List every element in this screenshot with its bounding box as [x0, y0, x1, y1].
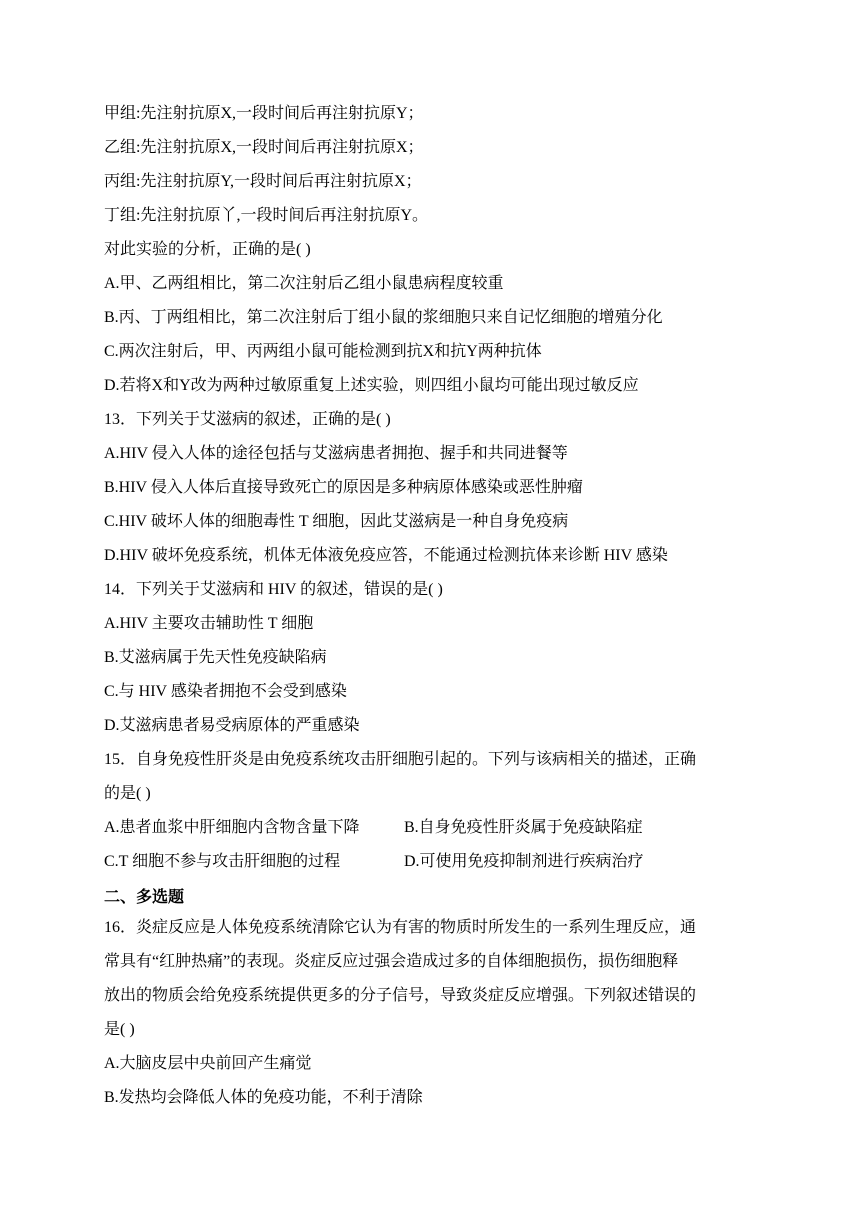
- document-page: [104, 97, 754, 1115]
- question-13-stem: 13．下列关于艾滋病的叙述，正确的是( ): [104, 411, 391, 428]
- question-14-option-a: A.HIV 主要攻击辅助性 T 细胞: [104, 615, 314, 632]
- question-12-option-d: D.若将X和Y改为两种过敏原重复上述实验，则四组小鼠均可能出现过敏反应: [104, 377, 639, 394]
- question-14-option-d: D.艾滋病患者易受病原体的严重感染: [104, 717, 360, 734]
- group-jia: 甲组:先注射抗原X,一段时间后再注射抗原Y；: [104, 105, 424, 122]
- group-yi: 乙组:先注射抗原X,一段时间后再注射抗原X；: [104, 139, 424, 156]
- question-12-option-c: C.两次注射后，甲、丙两组小鼠可能检测到抗X和抗Y两种抗体: [104, 343, 542, 360]
- question-16-option-b: B.发热均会降低人体的免疫功能，不利于清除: [104, 1089, 423, 1106]
- question-16-stem-line-1: 16．炎症反应是人体免疫系统清除它认为有害的物质时所发生的一系列生理反应，通: [104, 919, 697, 936]
- question-13-option-b: B.HIV 侵入人体后直接导致死亡的原因是多种病原体感染或恶性肿瘤: [104, 479, 583, 496]
- question-13-option-c: C.HIV 破坏人体的细胞毒性 T 细胞，因此艾滋病是一种自身免疫病: [104, 513, 569, 530]
- question-13-option-d: D.HIV 破坏免疫系统，机体无体液免疫应答，不能通过检测抗体来诊断 HIV 感染: [104, 547, 668, 564]
- question-12-option-a: A.甲、乙两组相比，第二次注射后乙组小鼠患病程度较重: [104, 275, 504, 292]
- question-15-option-a: A.患者血浆中肝细胞内含物含量下降: [104, 819, 360, 836]
- question-15-option-b: B.自身免疫性肝炎属于免疫缺陷症: [404, 819, 643, 836]
- question-15-stem-line-1: 15．自身免疫性肝炎是由免疫系统攻击肝细胞引起的。下列与该病相关的描述，正确: [104, 751, 697, 768]
- question-13-option-a: A.HIV 侵入人体的途径包括与艾滋病患者拥抱、握手和共同进餐等: [104, 445, 568, 462]
- question-16-stem-line-4: 是( ): [104, 1021, 135, 1038]
- question-15-option-c: C.T 细胞不参与攻击肝细胞的过程: [104, 853, 341, 870]
- question-12-stem: 对此实验的分析，正确的是( ): [104, 241, 311, 258]
- question-15-options-row-2: [104, 845, 754, 879]
- question-16-option-a: A.大脑皮层中央前回产生痛觉: [104, 1055, 312, 1072]
- question-14-option-b: B.艾滋病属于先天性免疫缺陷病: [104, 649, 327, 666]
- question-15-options-row-1: [104, 811, 754, 845]
- question-14-stem: 14．下列关于艾滋病和 HIV 的叙述，错误的是( ): [104, 581, 443, 598]
- question-16-stem-line-2: 常具有“红肿热痛”的表现。炎症反应过强会造成过多的自体细胞损伤，损伤细胞释: [104, 953, 679, 970]
- question-12-option-b: B.丙、丁两组相比，第二次注射后丁组小鼠的浆细胞只来自记忆细胞的增殖分化: [104, 309, 663, 326]
- group-bing: 丙组:先注射抗原Y,一段时间后再注射抗原X；: [104, 173, 422, 190]
- question-14-option-c: C.与 HIV 感染者拥抱不会受到感染: [104, 683, 347, 700]
- question-15-option-d: D.可使用免疫抑制剂进行疾病治疗: [404, 853, 644, 870]
- question-16-stem-line-3: 放出的物质会给免疫系统提供更多的分子信号，导致炎症反应增强。下列叙述错误的: [104, 987, 697, 1004]
- group-ding: 丁组:先注射抗原丫,一段时间后再注射抗原Y。: [104, 207, 429, 224]
- section-heading-multiple-choice: 二、多选题: [104, 887, 185, 906]
- question-15-stem-line-2: 的是( ): [104, 785, 151, 802]
